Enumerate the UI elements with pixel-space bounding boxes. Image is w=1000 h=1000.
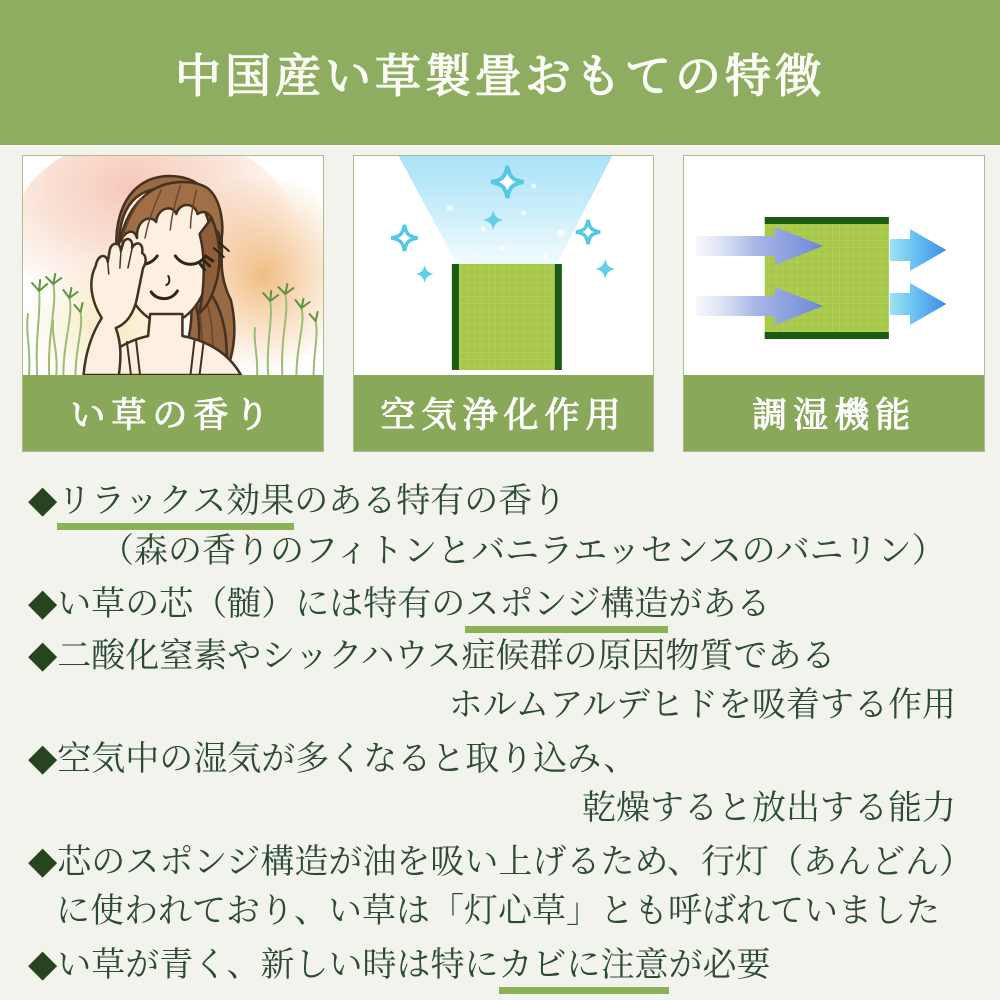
panel-label-air-purification: 空気浄化作用 [354,375,654,451]
panel-air-purification [353,155,655,452]
text-segment: 芯のスポンジ構造が油を吸い上げるため、行灯（あんどん） [57,841,974,882]
tatami-airflow-illustration [684,156,984,375]
tatami-mat-icon [452,264,562,370]
air-bubble-icon [575,197,581,203]
text-segment: のある特有の香り [294,481,567,521]
underlined-text: スポンジ構造 [465,584,668,633]
panel-label-igusa-scent: い草の香り [23,375,323,451]
bullet-line [28,835,974,887]
panel-igusa-scent [22,155,324,452]
tatami-airflow-icon [684,156,984,375]
text-segment: い草が青く、新しい時は特に [57,944,499,985]
continuation-line [28,886,970,938]
panel-humidity-control [683,155,985,452]
text-segment: ホルムアルデヒドを吸着する作用 [448,685,956,725]
text-segment: 乾燥すると放出する能力 [582,788,956,828]
diamond-bullet-icon: ◆ [28,580,58,624]
diamond-bullet-icon: ◆ [28,477,58,521]
text-segment: （森の香りのフィトンとバニラエッセンスのバニリン） [100,530,946,571]
tatami-sparkle-icon [354,156,654,375]
bullet-line [28,474,970,526]
diamond-bullet-icon: ◆ [28,734,58,779]
relaxing-woman-illustration [23,156,323,375]
header-banner [0,0,1000,145]
continuation-line [28,783,970,835]
bullet-line [28,629,970,681]
diamond-bullet-icon: ◆ [28,631,58,676]
feature-panels [22,155,985,452]
continuation-line [28,526,970,578]
relaxing-woman-icon [23,156,323,375]
diamond-bullet-icon: ◆ [28,940,58,985]
continuation-line [28,680,970,732]
diamond-bullet-icon: ◆ [28,837,58,882]
text-segment: が必要 [668,944,771,985]
bullet-line [28,732,970,784]
text-segment: がある [668,584,771,624]
text-segment: い草の芯（髄）には特有の [57,584,466,624]
bullet-line [28,577,970,629]
text-segment: 空気中の湿気が多くなると取り込み、 [57,738,638,779]
feature-bullet-list [28,474,974,989]
panel-label-humidity-control: 調湿機能 [684,375,984,451]
text-segment: 二酸化窒素やシックハウス症候群の原因物質である [57,635,836,676]
underlined-text: カビに注意 [499,945,669,994]
page-title: 中国産い草製畳おもての特徴 [175,48,825,103]
underlined-text: リラックス効果 [57,481,294,530]
bullet-line [28,938,970,990]
text-segment: に使われており、い草は「灯心草」とも呼ばれていました [56,891,940,931]
tatami-purification-illustration [354,156,654,375]
